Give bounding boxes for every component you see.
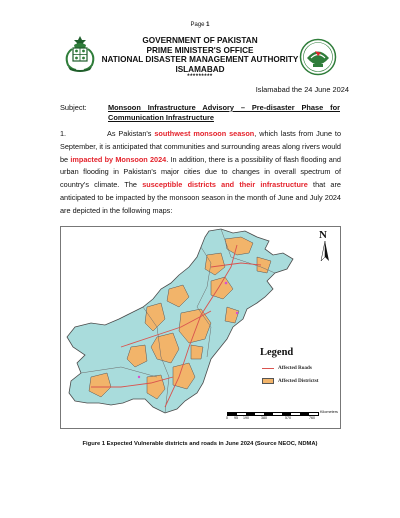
north-label: N — [319, 229, 327, 241]
highlight-text: southwest monsoon season — [154, 129, 255, 138]
vulnerable-districts-map — [60, 226, 341, 429]
scale-tick: 380 — [261, 416, 267, 420]
header-line: ISLAMABAD — [175, 64, 225, 74]
scale-tick: 95 — [234, 416, 238, 420]
scale-tick: 760 — [309, 416, 315, 420]
map-legend: Legend Affected Roads Affected Districtst — [256, 346, 335, 390]
highlight-text: impacted by Monsoon 2024 — [70, 154, 167, 164]
scale-bar-graphic — [227, 412, 319, 416]
figure-caption: Figure 1 Expected Vulnerable districts and roads in June 2024 (Source NEOC, NDMA) — [82, 441, 318, 447]
north-arrow-icon — [315, 229, 335, 263]
subject-text: Monsoon Infrastructure Advisory – Pre-disaster Phase for Communication Infrastructure — [108, 103, 340, 122]
paragraph-number: 1. — [60, 129, 67, 138]
header-line: GOVERNMENT OF PAKISTAN — [142, 36, 258, 45]
legend-title: Legend — [260, 347, 294, 358]
scale-tick: 0 — [226, 416, 228, 420]
header-line: PRIME MINISTER'S OFFICE — [146, 45, 254, 55]
letter-date: Islamabad the 24 June 2024 — [255, 85, 349, 94]
district-swatch — [262, 378, 274, 384]
road-swatch — [262, 368, 274, 369]
scale-bar — [221, 410, 339, 426]
district-patch — [191, 345, 203, 359]
pakistan-map-graphic — [61, 227, 341, 429]
page-number: Page 1 — [190, 22, 210, 28]
header-line: NATIONAL DISASTER MANAGEMENT AUTHORITY — [101, 55, 299, 65]
scale-unit: Kilometers — [320, 410, 338, 414]
highlight-text: susceptible districts and their infrastructure — [142, 180, 308, 190]
body-paragraph: 1. As Pakistan's southwest monsoon season, which lasts from June to September, it is anticipated that communities and surrounding areas along rivers would be impacted by Monsoon 2024. In addition, there is a possibility of flash flooding and urban flooding in Pakistan's major cities due to changes in overall spectrum of country's climate. The susceptible districts and their infrastructure that are anticipated to be impacted by the monsoon season in the month of June and July 2024 are depicted in the following maps: — [60, 129, 342, 215]
north-arrow — [315, 229, 335, 263]
subject-label: Subject: — [60, 103, 87, 112]
scale-tick: 190 — [243, 416, 249, 420]
scale-tick: 570 — [285, 416, 291, 420]
header-stars: ********* — [187, 74, 213, 81]
letterhead — [0, 36, 400, 80]
